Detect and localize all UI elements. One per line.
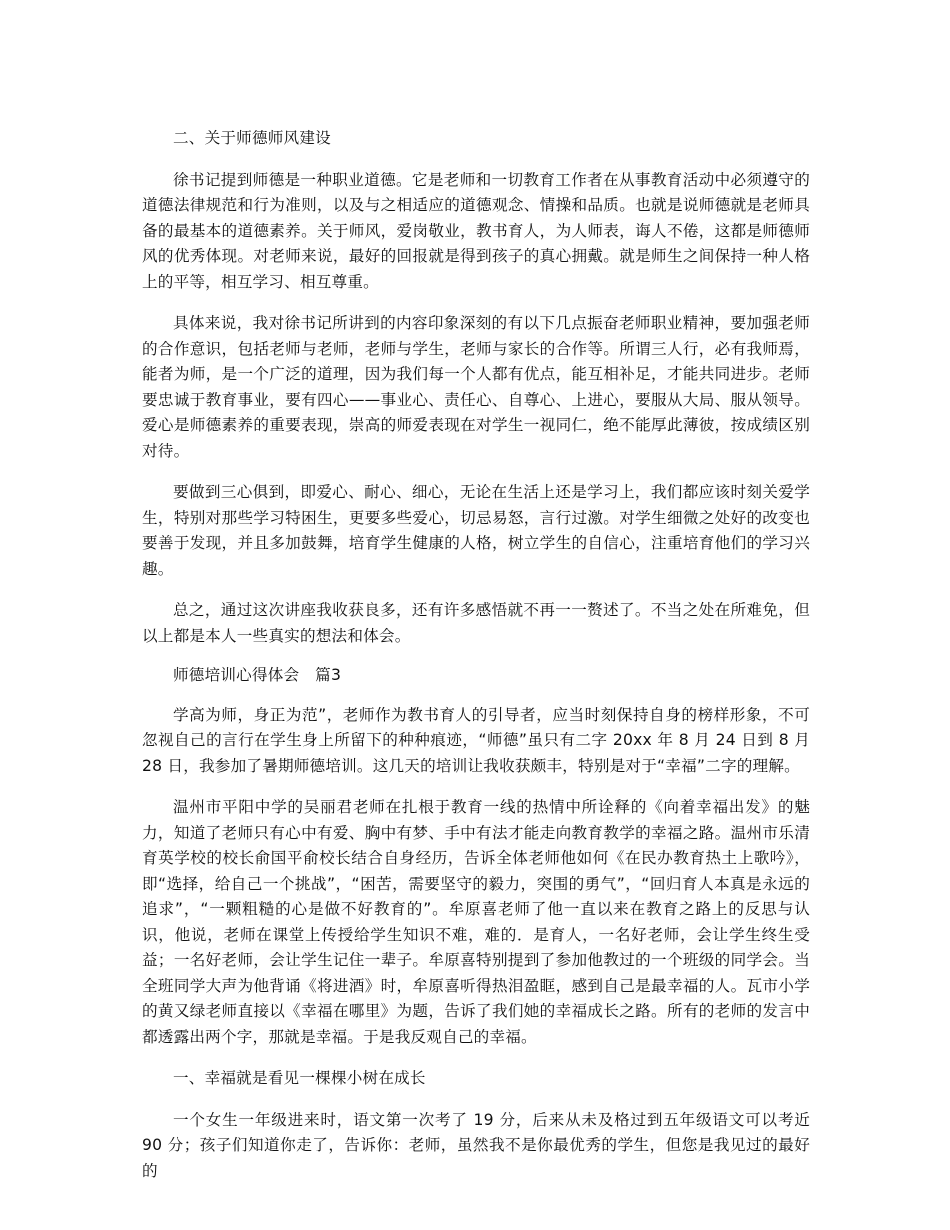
- paragraph-ethics-definition: 徐书记提到师德是一种职业道德。它是老师和一切教育工作者在从事教育活动中必须遵守的道德法律规范和行为准则，以及与之相适应的道德观念、情操和品质。也就是说师德就是老师具备的最基本的道德素养。关于师风，爱岗敬业，教书育人，为人师表，诲人不倦，这都是师德师风的优秀体现。对老师来说，最好的回报就是得到孩子的真心拥戴。就是师生之间保持一种人格上的平等，相互学习、相互尊重。: [142, 170, 810, 291]
- heading-happiness: 一、幸福就是看见一棵棵小树在成长: [173, 1069, 426, 1087]
- document-page: [142, 126, 810, 1184]
- paragraph-training-intro: 学高为师，身正为范”，老师作为教书育人的引导者，应当时刻保持自身的榜样形象，不可忽视自己的言行在学生身上所留下的种种痕迹，“师德”虽只有二字 20xx 年 8 月 24 日到 8 月 28 日，我参加了暑期师德培训。这几天的培训让我收获颇丰，特别是对于“幸福”二字的理解。: [142, 705, 810, 775]
- paragraph-cooperation: 具体来说，我对徐书记所讲到的内容印象深刻的有以下几点振奋老师职业精神，要加强老师的合作意识，包括老师与老师，老师与学生，老师与家长的合作等。所谓三人行，必有我师焉，能者为师，是一个广泛的道理，因为我们每一个人都有优点，能互相补足，才能共同进步。老师要忠诚于教育事业，要有四心——事业心、责任心、自尊心、上进心，要服从大局、服从领导。爱心是师德素养的重要表现，崇高的师爱表现在对学生一视同仁，绝不能厚此薄彼，按成绩区别对待。: [142, 314, 810, 460]
- heading-teacher-ethics: 二、关于师德师风建设: [173, 129, 331, 147]
- paragraph-happiness-stories: 温州市平阳中学的吴丽君老师在扎根于教育一线的热情中所诠释的《向着幸福出发》的魅力，知道了老师只有心中有爱、胸中有梦、手中有法才能走向教育教学的幸福之路。温州市乐清育英学校的校长俞国平俞校长结合自身经历，告诉全体老师他如何《在民办教育热土上歌吟》，即“选择，给自己一个挑战”，“困苦，需要坚守的毅力，突围的勇气”，“回归育人本真是永远的追求”，“一颗粗糙的心是做不好教育的”。牟原喜老师了他一直以来在教育之路上的反思与认识，他说，老师在课堂上传授给学生知识不难，难的．是育人，一名好老师，会让学生终生受益；一名好老师，会让学生记住一辈子。牟原喜特别提到了参加他教过的一个班级的同学会。当全班同学大声为他背诵《将进酒》时，牟原喜听得热泪盈眶，感到自己是最幸福的人。瓦市小学的黄又绿老师直接以《幸福在哪里》为题，告诉了我们她的幸福成长之路。所有的老师的发言中都透露出两个字，那就是幸福。于是我反观自己的幸福。: [142, 798, 810, 1046]
- paragraph-three-hearts: 要做到三心俱到，即爱心、耐心、细心，无论在生活上还是学习上，我们都应该时刻关爱学生，特别对那些学习特困生，更要多些爱心，切忌易怒，言行过激。对学生细微之处好的改变也要善于发现，并且多加鼓舞，培育学生健康的人格，树立学生的自信心，注重培育他们的学习兴趣。: [142, 483, 810, 578]
- paragraph-student-story: 一个女生一年级进来时，语文第一次考了 19 分，后来从未及格过到五年级语文可以考近 90 分；孩子们知道你走了，告诉你：老师，虽然我不是你最优秀的学生，但您是我见过的最好的: [142, 1110, 810, 1180]
- section-title: 师德培训心得体会 篇3: [173, 666, 342, 684]
- paragraph-summary: 总之，通过这次讲座我收获良多，还有许多感悟就不再一一赘述了。不当之处在所难免，但以上都是本人一些真实的想法和体会。: [142, 601, 810, 645]
